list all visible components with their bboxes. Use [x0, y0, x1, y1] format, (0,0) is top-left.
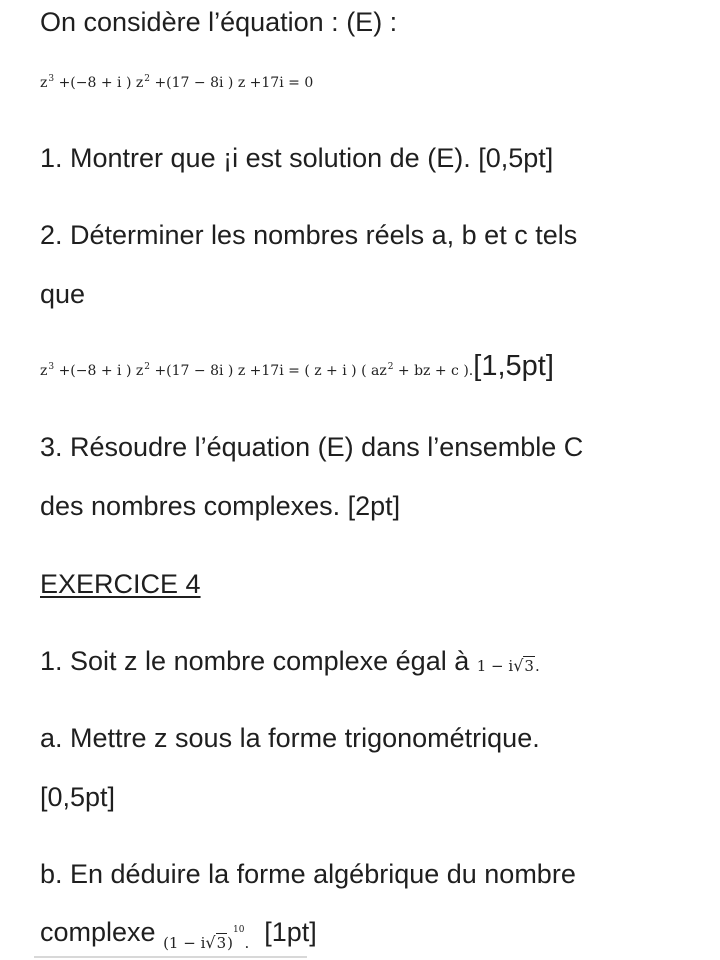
question-3-line-2: des nombres complexes. [2pt] [40, 491, 401, 521]
bottom-divider [34, 956, 307, 958]
question-2-points: [1,5pt] [473, 350, 554, 382]
ex4-question-a-line-1: a. Mettre z sous la forme trigonométrique. [40, 723, 540, 753]
exercise-4-title: EXERCICE 4 [40, 569, 201, 599]
equation-e: $z^3 +(-8 + i$ ) $z^2 +(17 - 8i$ ) z +17i = 0 [40, 74, 314, 91]
question-3-line-1: 3. Résoudre l’équation (E) dans l’ensemble C [40, 432, 584, 462]
ex4-question-a-line-2: [0,5pt] [40, 782, 116, 812]
header-text: On considère l’équation : (E) : [40, 7, 398, 37]
ex4-question-b-line-1: b. En déduire la forme algébrique du nombre [40, 859, 576, 889]
question-2-line-2: que [40, 279, 86, 309]
question-1: 1. Montrer que ¡i est solution de (E). [0,5pt] [40, 143, 554, 173]
ex4-question-b-line-2: complexe $_{(1 - i√3)^{10}.}$ [1pt] [40, 917, 317, 952]
question-2-line-1: 2. Déterminer les nombres réels a, b et c tels [40, 220, 578, 250]
factorization-equation: $z^3 +(-8 + i$ ) $z^2 +(17 - 8i$ ) z +17i = ( z + i ) ( $az^2$ + bz + c ).[1,5pt] [40, 350, 554, 382]
ex4-question-1: 1. Soit z le nombre complexe égal à 1 − i√3. [40, 646, 540, 676]
